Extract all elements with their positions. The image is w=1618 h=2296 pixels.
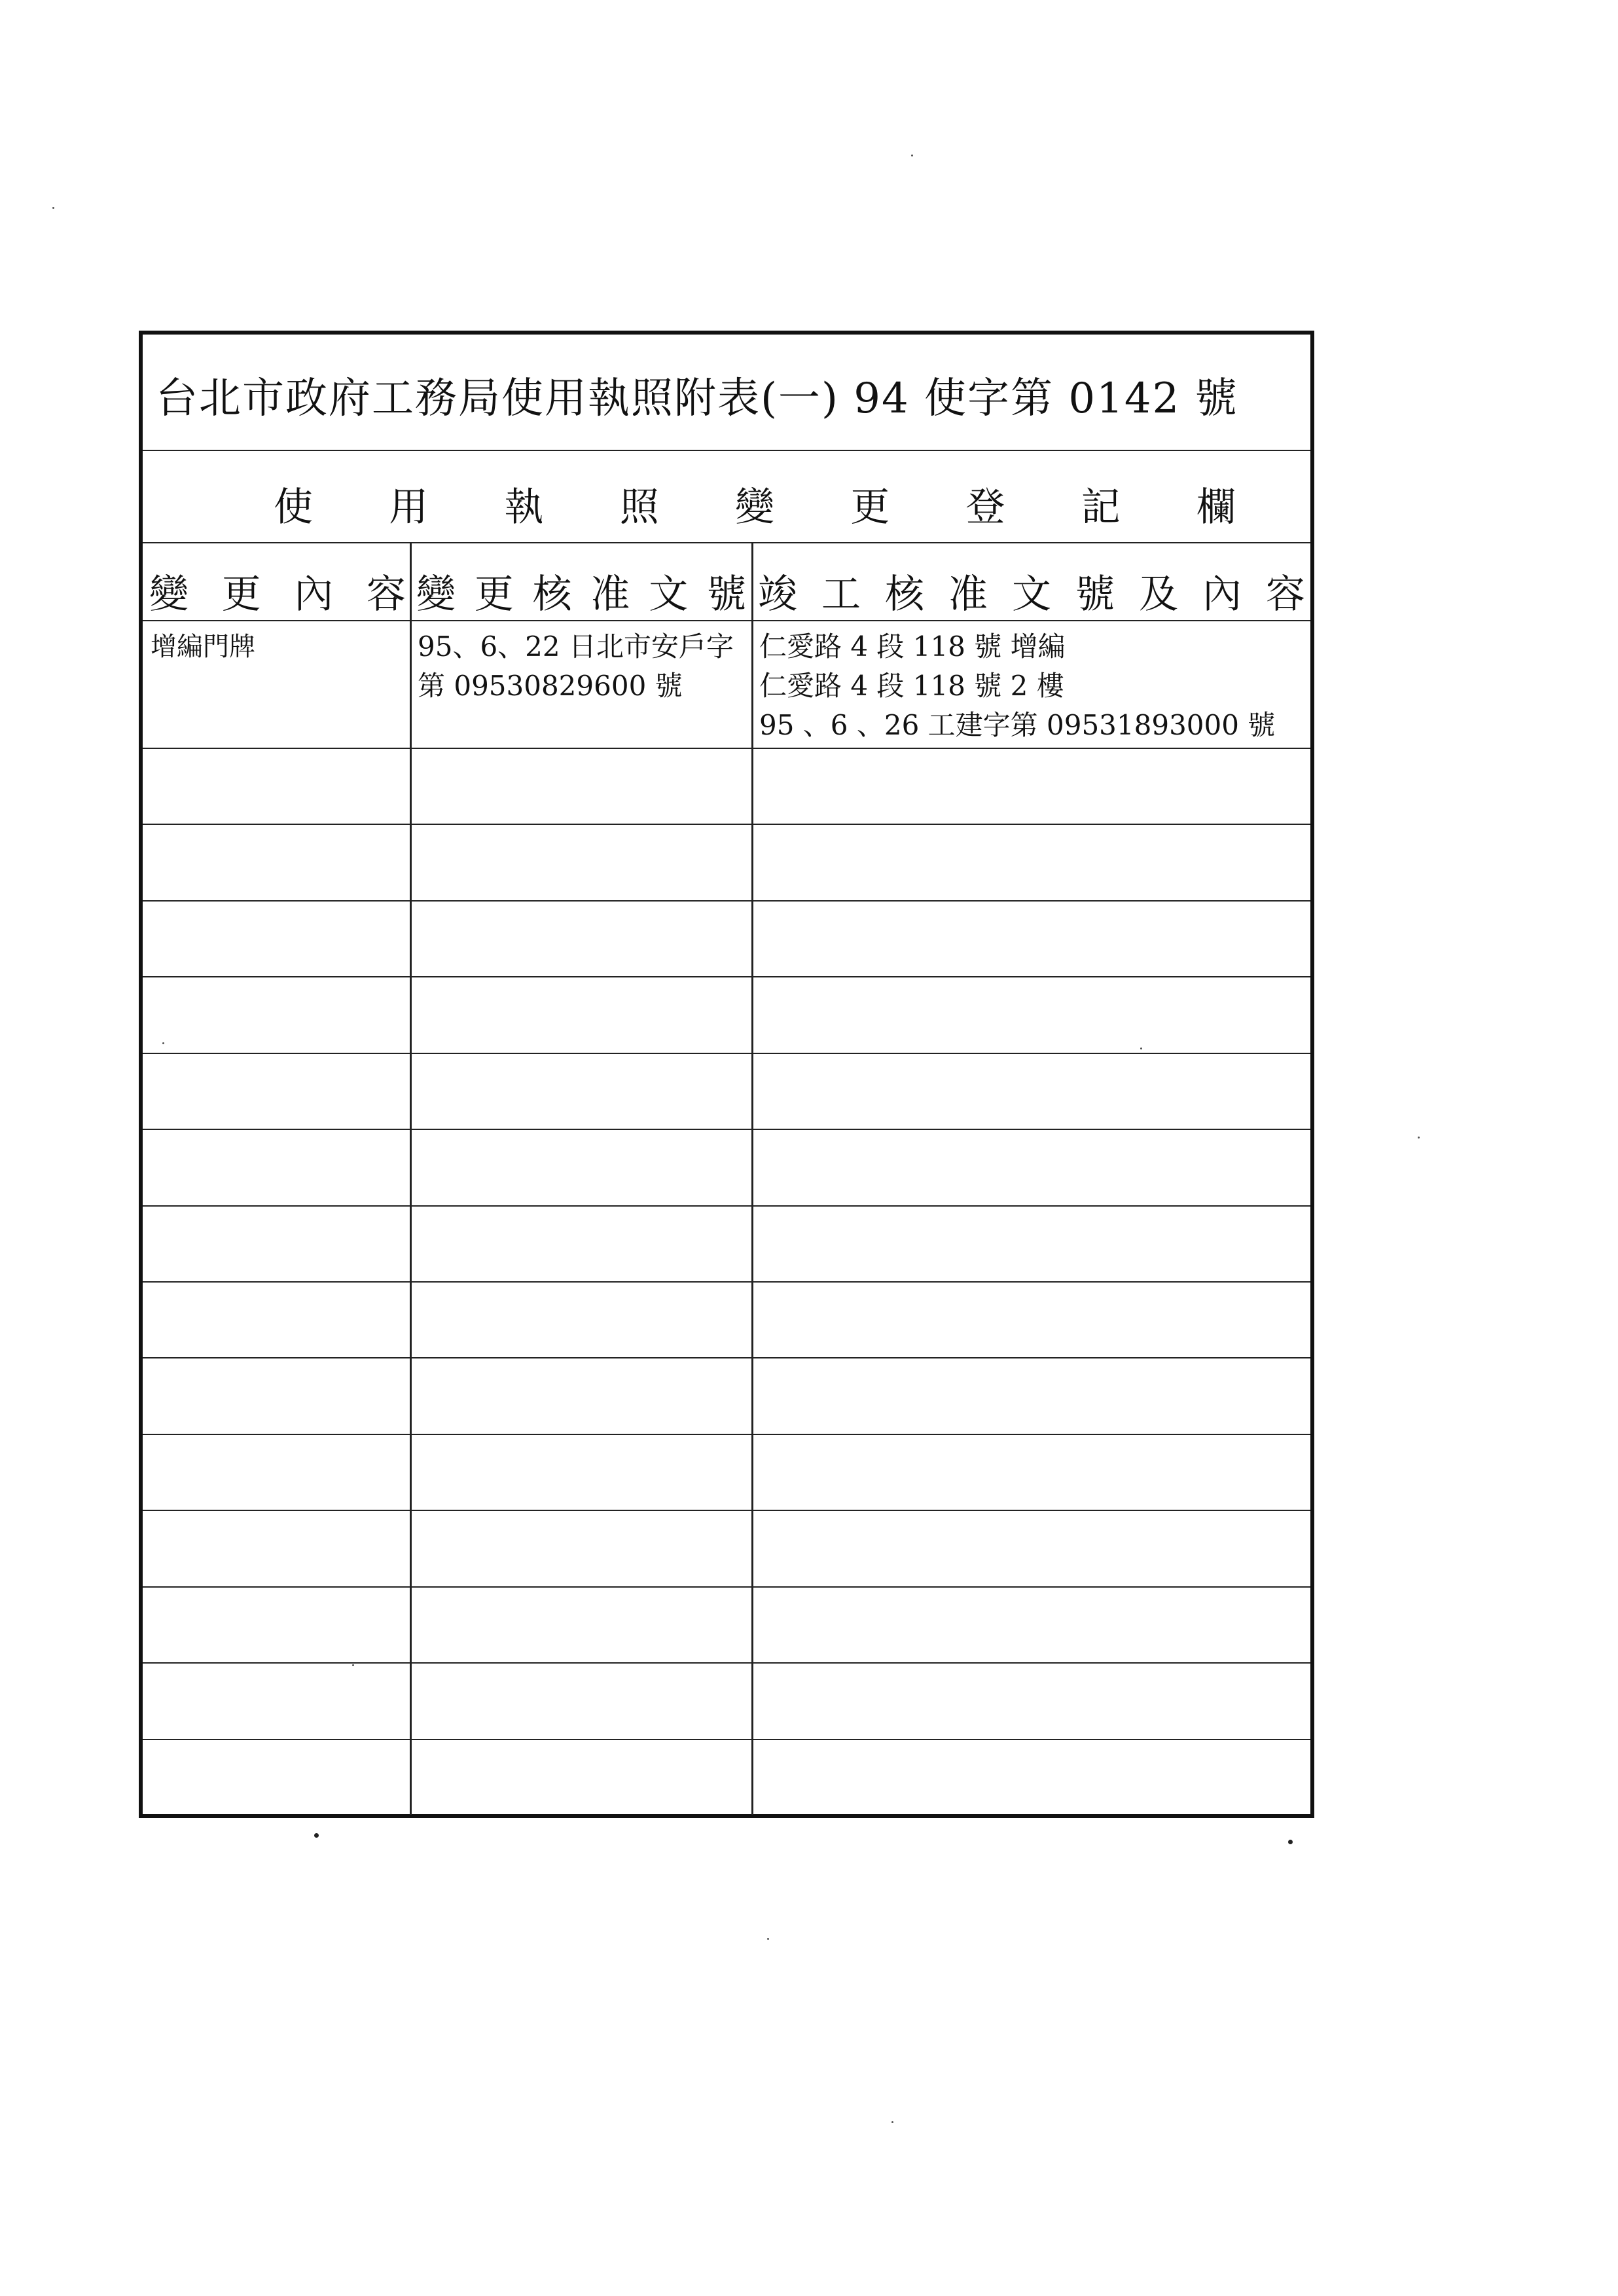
scan-speck	[911, 155, 913, 156]
row-divider	[143, 1739, 1310, 1740]
cell-line: 仁愛路 4 段 118 號 2 樓	[759, 670, 1064, 702]
header-char: 文	[1012, 572, 1051, 617]
header-char: 文	[649, 572, 689, 617]
row-divider	[143, 1510, 1310, 1511]
header-change-content	[149, 543, 406, 620]
header-char: 號	[706, 572, 746, 617]
scan-speck	[1418, 1137, 1420, 1139]
header-completion-approval	[758, 543, 1305, 620]
scan-speck	[352, 1664, 354, 1666]
row-divider	[143, 1129, 1310, 1130]
row-divider	[143, 824, 1310, 825]
header-char: 核	[885, 572, 924, 617]
row-divider	[143, 1662, 1310, 1664]
row-divider	[143, 1281, 1310, 1283]
cell-line: 95、6、22 日北市安戶字	[418, 630, 734, 663]
cell-line: 仁愛路 4 段 118 號 增編	[759, 630, 1066, 663]
scan-speck	[314, 1833, 319, 1838]
header-char: 變	[149, 572, 189, 617]
form-title: 台北市政府工務局使用執照附表(一) 94 使字第 0142 號	[156, 374, 1238, 423]
row-divider	[143, 1205, 1310, 1207]
header-char: 變	[416, 572, 456, 617]
header-char: 竣	[758, 572, 797, 617]
section-heading-char: 更	[850, 484, 890, 530]
registration-form	[139, 331, 1314, 1818]
row-divider	[143, 976, 1310, 977]
row-divider	[143, 1357, 1310, 1358]
header-char: 及	[1139, 572, 1178, 617]
header-char: 容	[1266, 572, 1305, 617]
cell-change-approval-no	[418, 627, 734, 706]
change-table	[143, 543, 1310, 1815]
scan-speck	[767, 1938, 769, 1940]
header-char: 容	[366, 572, 406, 617]
subtitle-row	[143, 451, 1310, 543]
header-change-approval-no	[416, 543, 746, 620]
cell-change-content	[151, 627, 255, 666]
row-divider	[143, 748, 1310, 749]
cell-line: 95 、6 、26 工建字第 09531893000 號	[759, 709, 1276, 741]
section-heading-char: 變	[735, 484, 774, 530]
cell-completion-approval	[759, 627, 1275, 745]
section-heading	[143, 451, 1310, 542]
scan-speck	[891, 2121, 893, 2123]
scan-speck	[162, 1042, 164, 1044]
header-char: 更	[474, 572, 514, 617]
row-divider	[143, 620, 1310, 621]
header-char: 內	[1202, 572, 1242, 617]
scan-speck	[52, 207, 54, 209]
header-char: 更	[221, 572, 261, 617]
section-heading-char: 欄	[1196, 484, 1236, 530]
section-heading-char: 使	[274, 484, 313, 530]
column-divider	[751, 543, 753, 1815]
section-heading-char: 執	[504, 484, 544, 530]
section-heading-char: 照	[619, 484, 659, 530]
cell-line: 增編門牌	[151, 632, 255, 662]
section-heading-char: 用	[389, 484, 429, 530]
header-char: 准	[590, 572, 630, 617]
header-char: 工	[821, 572, 861, 617]
header-char: 准	[948, 572, 988, 617]
row-divider	[143, 1053, 1310, 1054]
row-divider	[143, 1434, 1310, 1435]
section-heading-char: 記	[1081, 484, 1121, 530]
title-row	[143, 335, 1310, 451]
header-char: 號	[1075, 572, 1115, 617]
cell-line: 第 09530829600 號	[418, 670, 683, 702]
scan-speck	[1140, 1048, 1142, 1049]
row-divider	[143, 900, 1310, 902]
scan-speck	[1288, 1840, 1293, 1844]
row-divider	[143, 1586, 1310, 1588]
column-divider	[410, 543, 412, 1815]
header-char: 核	[532, 572, 572, 617]
header-char: 內	[294, 572, 334, 617]
section-heading-char: 登	[965, 484, 1005, 530]
